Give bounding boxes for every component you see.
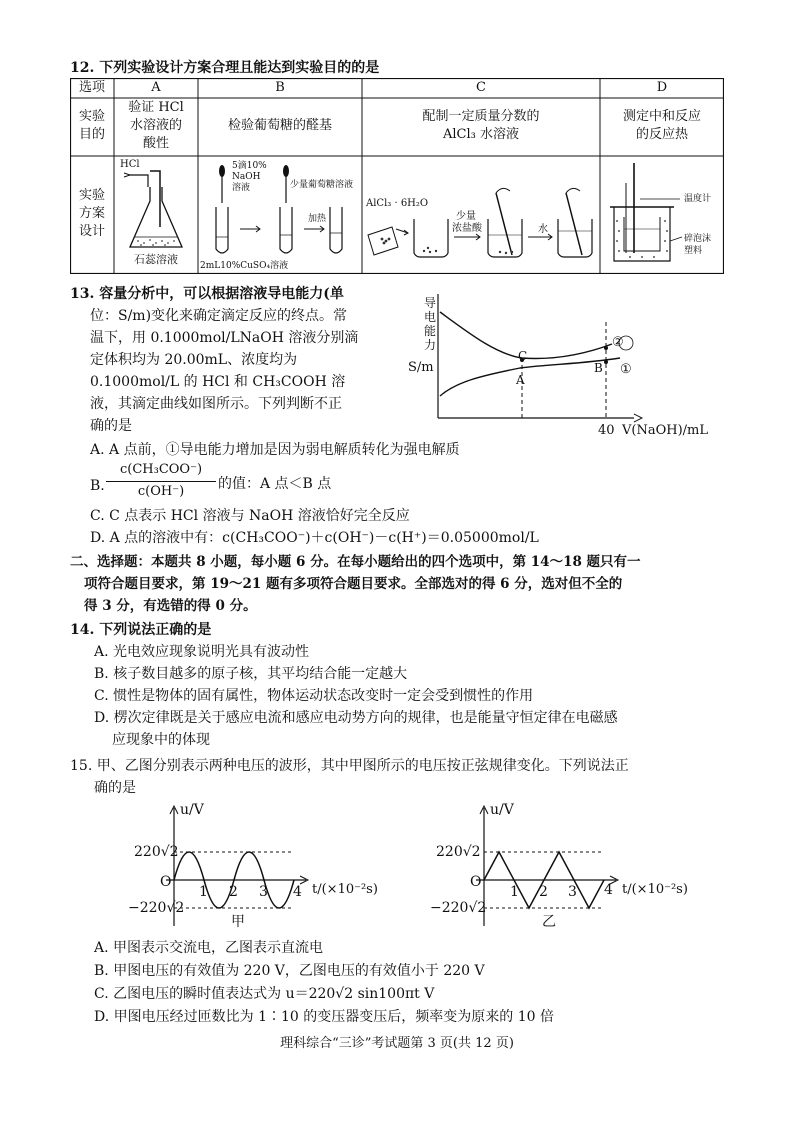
yi-xlabel: t/(×10⁻²s) (622, 882, 688, 897)
row-label-design-2: 方案 (78, 206, 105, 221)
graph-point-c-label: C (518, 349, 528, 363)
table-header-a: A (151, 80, 161, 95)
jia-neg-label: −220√2 (128, 900, 185, 916)
q14-option-d-line1: D. 楞次定律既是关于感应电流和感应电动势方向的规律，也是能量守恒定律在电磁感 (94, 710, 618, 726)
fig-b-tubes (198, 157, 362, 273)
q13-stem-line4: 定体积均为 20.00mL、浓度均为 (90, 352, 298, 368)
purpose-d-line2: 的反应热 (635, 127, 688, 142)
q15-stem-line1: 15. 甲、乙图分别表示两种电压的波形，其中甲图所示的电压按正弦规律变化。下列说法正 (70, 758, 629, 774)
q14-option-a: A. 光电效应现象说明光具有波动性 (94, 644, 310, 660)
q15-option-c: C. 乙图电压的瞬时值表达式为 u＝220√2 sin100πt V (94, 986, 435, 1002)
jia-xlabel: t/(×10⁻²s) (312, 882, 378, 897)
graph-xlabel: V(NaOH)/mL (622, 423, 708, 438)
yi-origin: O (470, 874, 482, 890)
q14-option-c: C. 惯性是物体的固有属性，物体运动状态改变时一定会受到惯性的作用 (94, 688, 534, 704)
q13-stem-line7: 确的是 (90, 418, 132, 434)
q13-option-c: C. C 点表示 HCl 溶液与 NaOH 溶液恰好完全反应 (90, 508, 410, 524)
fig-d-calorimeter (600, 157, 724, 273)
graph-curve-2-label: ② (612, 335, 624, 350)
yi-ylabel: u/V (490, 802, 514, 818)
q15-option-a: A. 甲图表示交流电，乙图表示直流电 (94, 940, 324, 956)
q13-conductivity-graph (410, 290, 730, 440)
row-label-purpose-2: 目的 (78, 127, 105, 142)
jia-ylabel: u/V (180, 802, 204, 818)
fig-c-apparatus (362, 157, 600, 273)
fig-b-drop-1: 5滴10% (232, 161, 267, 171)
q13-option-b-suffix: 的值：A 点＜B 点 (218, 476, 332, 492)
fraction-bar (106, 481, 216, 482)
q15-stem-line2: 确的是 (94, 780, 136, 796)
fig-d-foam-1: 碎泡沫 (684, 234, 712, 244)
purpose-d-line1: 测定中和反应 (622, 109, 701, 124)
q13-stem-text: 13. 容量分析中，可以根据溶液导电能力(单 (70, 286, 344, 302)
fig-b-drop-2: NaOH (232, 172, 261, 182)
table-header-option: 选项 (78, 80, 105, 95)
row-label-design-3: 设计 (78, 224, 105, 239)
q13-stem-line1 (70, 284, 344, 304)
graph-point-a-label: A (516, 373, 525, 387)
q14-option-b: B. 核子数目越多的原子核，其平均结合能一定越大 (94, 666, 408, 682)
q14-stem: 14. 下列说法正确的是 (70, 622, 212, 638)
q13-option-b-denominator: c(OH⁻) (137, 484, 185, 499)
fig-d-thermo-label: 温度计 (684, 194, 712, 204)
yi-tick-1: 1 (510, 884, 519, 900)
yi-tick-4: 4 (604, 882, 613, 898)
q13-stem-line2: 位：S/m)变化来确定滴定反应的终点。常 (90, 308, 348, 324)
table-header-c: C (476, 80, 486, 95)
row-label-purpose-1: 实验 (78, 109, 105, 124)
yi-neg-label: −220√2 (430, 900, 487, 916)
q13-option-b-numerator: c(CH₃COO⁻) (119, 462, 203, 477)
q12-stem: 12. 下列实验设计方案合理且能达到实验目的的是 (70, 60, 380, 76)
point-c (604, 346, 608, 350)
q13-option-a: A. A 点前，①导电能力增加是因为弱电解质转化为强电解质 (90, 442, 460, 458)
fig-a-bottom-label: 石蕊溶液 (134, 253, 178, 266)
q15-option-d: D. 甲图电压经过匝数比为 1∶10 的变压器变压后，频率变为原来的 10 倍 (94, 1009, 554, 1025)
section2-line3: 得 3 分，有选错的得 0 分。 (84, 598, 257, 614)
graph-x40: 40 (598, 423, 615, 438)
row-label-design-1: 实验 (78, 188, 105, 203)
jia-tick-3: 3 (259, 884, 268, 900)
page-footer: 理科综合“三诊”考试题第 3 页(共 12 页) (280, 1036, 514, 1051)
yi-pos-label: 220√2 (436, 844, 481, 860)
graph-ylabel-1: 导 (424, 296, 437, 310)
q13-stem-line5: 0.1000mol/L 的 HCl 和 CH₃COOH 溶 (90, 374, 346, 390)
graph-ylabel-4: 力 (424, 338, 437, 352)
q13-stem-line3: 温下，用 0.1000mol/LNaOH 溶液分别滴 (90, 330, 359, 346)
jia-tick-2: 2 (229, 884, 238, 900)
jia-name: 甲 (231, 914, 245, 930)
purpose-a-line2: 水溶液的 (129, 118, 182, 133)
purpose-a-line1: 验证 HCl (128, 100, 184, 115)
jia-tick-4: 4 (293, 884, 302, 900)
yi-tick-3: 3 (568, 884, 577, 900)
purpose-a-line3: 酸性 (142, 136, 169, 151)
jia-origin: O (160, 874, 172, 890)
fig-c-acid-2: 浓盐酸 (452, 223, 482, 234)
q14-option-d-line2: 应现象中的体现 (112, 732, 210, 748)
q15-option-b: B. 甲图电压的有效值为 220 V，乙图电压的有效值小于 220 V (94, 963, 485, 979)
fig-a-hcl-label: HCl (120, 159, 140, 170)
yi-tick-2: 2 (539, 884, 548, 900)
q13-stem-line6: 液，其滴定曲线如图所示。下列判断不正 (90, 396, 342, 412)
fig-c-water-label: 水 (538, 224, 548, 235)
fig-b-bottom-label: 2mL10%CuSO₄溶液 (200, 261, 289, 271)
fig-c-acid-1: 少量 (456, 211, 476, 222)
graph-ylabel-2: 电 (424, 310, 437, 324)
fig-b-drop-3: 溶液 (232, 183, 251, 193)
q13-option-d: D. A 点的溶液中有：c(CH₃COO⁻)＋c(OH⁻)－c(H⁺)＝0.05000mol/L (90, 530, 539, 546)
jia-tick-1: 1 (199, 884, 208, 900)
table-header-d: D (656, 80, 668, 95)
graph-point-b-label: B (594, 361, 603, 375)
fig-b-heat-label: 加热 (308, 214, 327, 224)
q13-option-b-prefix: B. (90, 478, 105, 494)
point-b (604, 360, 608, 364)
yi-name: 乙 (542, 914, 556, 930)
jia-pos-label: 220√2 (134, 844, 179, 860)
graph-yunit: S/m (408, 360, 434, 375)
fig-d-foam-2: 塑料 (684, 246, 703, 256)
fig-b-glucose-label: 少量葡萄糖溶液 (290, 180, 354, 190)
table-header-b: B (275, 80, 285, 95)
curve-1 (440, 358, 620, 396)
fig-c-solid-label: AlCl₃ · 6H₂O (366, 198, 429, 209)
section2-line2: 项符合题目要求，第 19～21 题有多项符合题目要求。全部选对的得 6 分，选对但不全的 (84, 576, 623, 592)
graph-curve-1-label: ① (620, 362, 632, 377)
purpose-b: 检验葡萄糖的醛基 (227, 118, 332, 133)
section2-line1: 二、选择题：本题共 8 小题，每小题 6 分。在每小题给出的四个选项中，第 14～18 题只有一 (70, 554, 641, 570)
purpose-c-line1: 配制一定质量分数的 (422, 109, 540, 124)
purpose-c-line2: AlCl₃ 水溶液 (443, 127, 519, 142)
graph-ylabel-3: 能 (424, 324, 437, 338)
